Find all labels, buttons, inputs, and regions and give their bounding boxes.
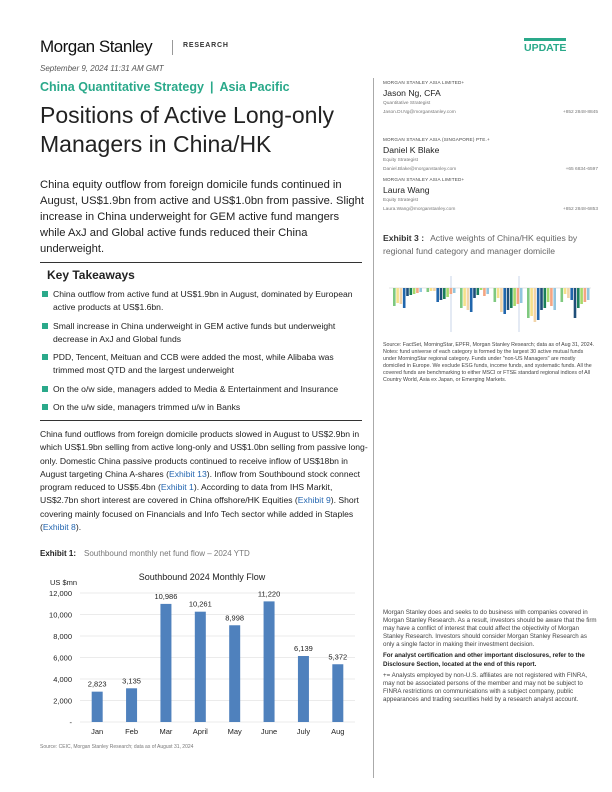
disclosure-block [383,609,598,707]
mini-bar [564,288,567,294]
data-label: 11,220 [257,589,281,599]
mini-bar [427,288,430,292]
mini-bar [446,288,449,297]
exhibit-1-source: Source: CEIC, Morgan Stanley Research; data as of August 31, 2024 [40,744,194,750]
data-label: 2,823 [87,679,107,689]
mini-bar [580,288,583,304]
x-tick-label: Mar [159,727,173,736]
author-name: Jason Ng, CFA [383,88,441,98]
takeaway-text: PDD, Tencent, Meituan and CCB were added the most, while Alibaba was trimmed most QTD and the largest underweight [53,352,334,375]
mini-bar [520,288,523,303]
y-tick-label: 10,000 [49,610,72,620]
y-tick-label: 8,000 [53,632,72,641]
mini-bar [486,288,489,294]
bar-june [264,601,275,722]
author-firm: MORGAN STANLEY ASIA (SINGAPORE) PTE.+ [383,137,490,142]
mini-bar [574,288,577,318]
x-tick-label: Jan [91,727,104,736]
mini-bar [587,288,590,300]
author-card [383,177,598,212]
mini-bar [510,288,513,308]
disclosure-notice: For analyst certification and other important disclosures, refer to the Disclosure Section, located at the end of this report. [383,652,585,668]
mini-bar [436,288,439,302]
x-tick-label: April [192,727,208,736]
data-label: 3,135 [122,676,141,686]
takeaway-text: China outflow from active fund at US$1.9bn in August, dominated by European active products at US$1.6bn. [53,289,353,312]
mini-bar [513,288,516,306]
author-phone: +65 6834-6597 [565,167,598,172]
mini-bar [477,288,480,295]
bar-feb [126,688,137,722]
mini-bar [483,288,486,296]
bar-mar [160,604,171,722]
exhibit-3-source: Source: FactSet, MorningStar, EPFR, Morgan Stanley Research; data as of Aug 31, 2024. Notes: fund universe of each category is formed by the largest 30 active mutual funds under MorningStar regional category. Funds under "non-US Managers" are mostly domiciled in Europe. We exclude ESG funds, income funds, and systematic funds. All the covered funds are benchmarking to either MSCI or FTSE standard regional indices of All Country World, Asia ex Japan, or Emerging Markets. [383,342,595,383]
y-tick-label: - [69,718,72,727]
y-tick-label: 4,000 [53,675,72,684]
bar-april [195,612,206,722]
mini-bar [507,288,510,310]
exhibit-title: Active weights of China/HK equities by regional fund category and manager domicile [383,233,578,256]
author-role: Equity Strategist [383,158,418,163]
author-email[interactable]: Jason.DI.Ng@morganstanley.com [383,110,456,115]
author-name: Laura Wang [383,185,430,195]
exhibit-label: Exhibit 1: [40,549,77,558]
mini-bar [410,288,413,295]
mini-bar [561,288,564,302]
bar-aug [332,664,343,722]
y-tick-label: 2,000 [53,696,72,706]
publish-date: September 9, 2024 11:31 AM GMT [40,64,164,73]
x-tick-label: Aug [331,727,345,736]
bar-jan [92,692,103,722]
series-name: China Quantitative Strategy [40,80,204,94]
author-card [383,137,598,172]
author-email[interactable]: Laura.Wang@morganstanley.com [383,207,456,212]
bar-may [229,625,240,722]
report-summary: China equity outflow from foreign domicile funds continued in August, US$1.9bn from active and US$1.0bn from passive. Slight increase in China underweight for GEM active fund mangers while AxJ and Global active funds reduced their China underweight. [40,179,364,255]
takeaway-text: Small increase in China underweight in GEM active funds but underweight decrease in AxJ and Global funds [53,321,336,344]
body-text: ). According to data from IHS Markit, US$2.7bn short interest are covered in China offshore/HK Equities ( [40,482,333,506]
mini-bar [547,288,550,302]
mini-bar [570,288,573,300]
report-title: Positions of Active Long-only Managers in China/HK [40,102,335,157]
mini-bar [480,288,483,290]
x-tick-label: May [227,727,242,736]
key-takeaways-title: Key Takeaways [47,268,135,282]
mini-bar [406,288,409,296]
mini-bar [503,288,506,314]
author-phone: +852 2848-6853 [562,207,598,212]
body-text: ). [75,522,82,533]
mini-bar [450,288,453,294]
author-firm: MORGAN STANLEY ASIA LIMITED+ [383,177,465,182]
active-weights-mini-chart [383,276,593,338]
mini-bar [567,288,570,298]
data-label: 8,998 [225,613,245,623]
x-tick-label: Feb [125,727,139,736]
mini-bar [416,288,419,293]
mini-bar [460,288,463,308]
exhibit-label: Exhibit 3 : [383,233,425,243]
mini-bar [463,288,466,306]
data-label: 10,986 [154,591,178,601]
mini-bar [517,288,520,304]
author-phone: +852 2848-8845 [562,110,598,115]
bar-july [298,656,309,722]
mini-bar [433,288,436,291]
mini-bar [430,288,433,291]
mini-bar [550,288,553,306]
takeaway-text: On the o/w side, managers added to Media & Entertainment and Insurance [53,384,339,394]
exhibit-title: Southbound monthly net fund flow – 2024 YTD [84,549,250,558]
author-card [383,80,598,115]
mini-bar [473,288,476,298]
chart-title: Southbound 2024 Monthly Flow [138,572,266,582]
data-label: 5,372 [328,652,348,662]
takeaway-text: On the u/w side, managers trimmed u/w in Banks [53,402,241,412]
mini-bar [530,288,533,316]
author-firm: MORGAN STANLEY ASIA LIMITED+ [383,80,465,85]
mini-bar [553,288,556,310]
data-label: 6,139 [294,644,313,654]
morgan-stanley-logo: Morgan Stanley [40,37,153,56]
body-text: ). Inflow from Southbound stock connect program reduced to US$5.4bn ( [40,468,361,493]
author-role: Equity Strategist [383,198,418,203]
mini-bar [500,288,503,312]
y-tick-label: 6,000 [53,653,72,663]
exhibit-8-link[interactable]: Exhibit 8 [42,522,76,533]
mini-bar [537,288,540,320]
mini-bar [400,288,403,304]
mini-bar [584,288,587,302]
mini-bar [544,288,547,308]
exhibit-1-link[interactable]: Exhibit 1 [160,482,194,493]
mini-bar [403,288,406,308]
y-axis-label: US $mn [50,578,78,587]
mini-bar [527,288,530,318]
y-tick-label: 12,000 [49,589,72,598]
update-badge: UPDATE [524,38,566,54]
mini-bar [396,288,399,303]
body-text: China fund outflows from foreign domicile products slowed in August to US$2.9bn in which US$1.9bn selling from active long-only and US$1.0bn selling from passive long-only. Domestic China passive products continued to receive inflow of US$18bn in August targeting China A-shares ( [40,429,368,479]
mini-bar [497,288,500,298]
mini-bar [470,288,473,312]
mini-bar [440,288,443,300]
column-divider [373,78,374,778]
x-tick-label: July [296,727,311,736]
author-role: Quantitative Strategist [383,101,431,106]
mini-bar [540,288,543,310]
region-name: Asia Pacific [219,80,290,94]
mini-bar [443,288,446,299]
mini-bar [393,288,396,306]
author-email[interactable]: Daniel.Blake@morganstanley.com [383,167,457,172]
mini-bar [419,288,422,292]
divider: | [209,80,214,94]
research-label: RESEARCH [183,42,229,49]
mini-bar [453,288,456,293]
mini-bar [413,288,416,294]
author-name: Daniel K Blake [383,145,440,155]
x-tick-label: June [260,727,278,736]
disclosure-footnote: += Analysts employed by non-U.S. affiliates are not registered with FINRA, may not be associated persons of the member and may not be subject to FINRA restrictions on communications with a subject company, public appearances and trading securities held by a research analyst account. [383,671,588,703]
mini-bar [467,288,470,310]
mini-bar [494,288,497,302]
body-text: ). Short covering mainly focused on Financials and Info Tech sector while added in Staples ( [40,495,359,533]
disclosure-text: Morgan Stanley does and seeks to do business with companies covered in Morgan Stanley Research. As a result, investors should be aware that the firm may have a conflict of interest that could affect the objectivity of Morgan Stanley Research. Investors should consider Morgan Stanley Research as only a single factor in making their investment decision. [383,609,597,649]
exhibit-13-link[interactable]: Exhibit 13 [168,468,207,479]
mini-bar [577,288,580,308]
mini-bar [534,288,537,322]
exhibit-9-link[interactable]: Exhibit 9 [297,495,331,506]
exhibit-3-caption [383,232,593,257]
data-label: 10,261 [188,599,212,609]
